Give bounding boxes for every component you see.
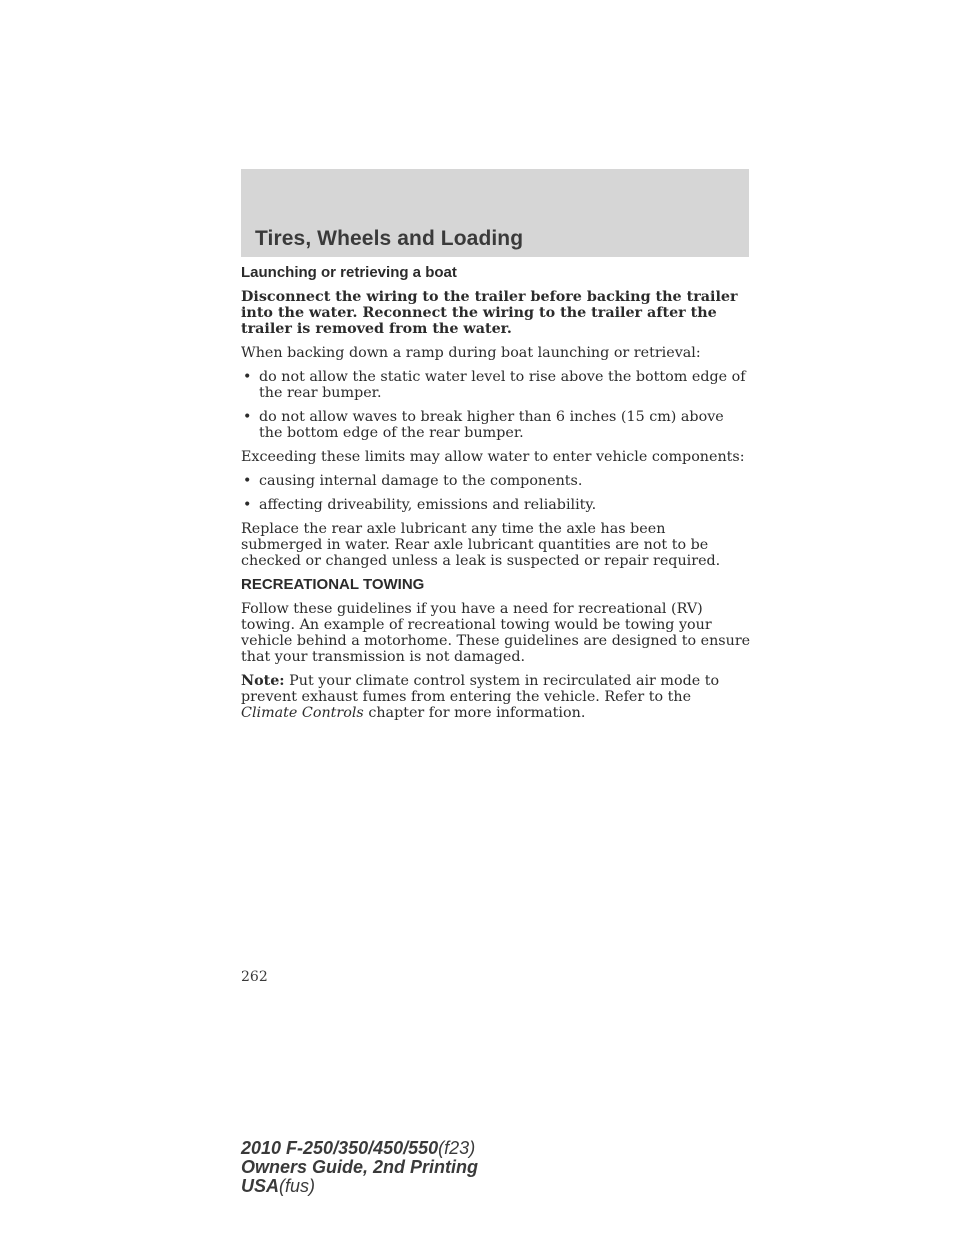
footer-region-line: [241, 1177, 478, 1196]
footer-model: 2010 F-250/350/450/550: [241, 1138, 439, 1158]
recreational-towing-heading: RECREATIONAL TOWING: [241, 576, 425, 593]
footer-guide: Owners Guide, 2nd Printing: [241, 1157, 479, 1177]
towing-note: [241, 673, 751, 721]
towing-body-text: Follow these guidelines if you have a need for recreational (RV) towing. An example of recreational towing would be towing your vehicle behind a motorhome. These guidelines are designed to ensure that your transmission is not damaged.: [241, 601, 751, 665]
axle-lubricant-text: Replace the rear axle lubricant any time the axle has been submerged in water. Rear axle lubricant quantities are not to be checked or changed unless a leak is suspected or repair required.: [241, 521, 721, 569]
footer-model-code: (f23): [438, 1138, 476, 1158]
boat-warning-text: Disconnect the wiring to the trailer before backing the trailer into the water. Reconnect the wiring to the trailer after the trailer is removed from the water.: [241, 289, 738, 337]
note-tail: chapter for more information.: [368, 705, 586, 721]
chapter-header-band: [241, 169, 749, 257]
footer-model-line: [241, 1139, 478, 1158]
chapter-title: Tires, Wheels and Loading: [255, 227, 524, 250]
page-number: 262: [241, 969, 268, 985]
limits-intro-text: Exceeding these limits may allow water to enter vehicle components:: [241, 449, 745, 465]
boat-section-heading: Launching or retrieving a boat: [241, 264, 457, 281]
list-item: • causing internal damage to the components.: [241, 473, 751, 489]
climate-controls-reference: Climate Controls: [241, 705, 364, 721]
note-label: Note:: [241, 673, 285, 689]
page-content: [241, 265, 751, 729]
list-item: • do not allow the static water level to rise above the bottom edge of the rear bumper.: [241, 369, 751, 401]
boat-bullet-list: [241, 369, 751, 441]
footer-region-code: (fus): [279, 1176, 316, 1196]
limits-bullet-list: [241, 473, 751, 513]
document-footer: [241, 1139, 478, 1196]
list-item: • do not allow waves to break higher than 6 inches (15 cm) above the bottom edge of the rear bumper.: [241, 409, 751, 441]
footer-region: USA: [241, 1176, 280, 1196]
boat-intro-text: When backing down a ramp during boat launching or retrieval:: [241, 345, 701, 361]
note-text: Put your climate control system in recirculated air mode to prevent exhaust fumes from entering the vehicle. Refer to the: [241, 673, 720, 705]
list-item: • affecting driveability, emissions and reliability.: [241, 497, 751, 513]
